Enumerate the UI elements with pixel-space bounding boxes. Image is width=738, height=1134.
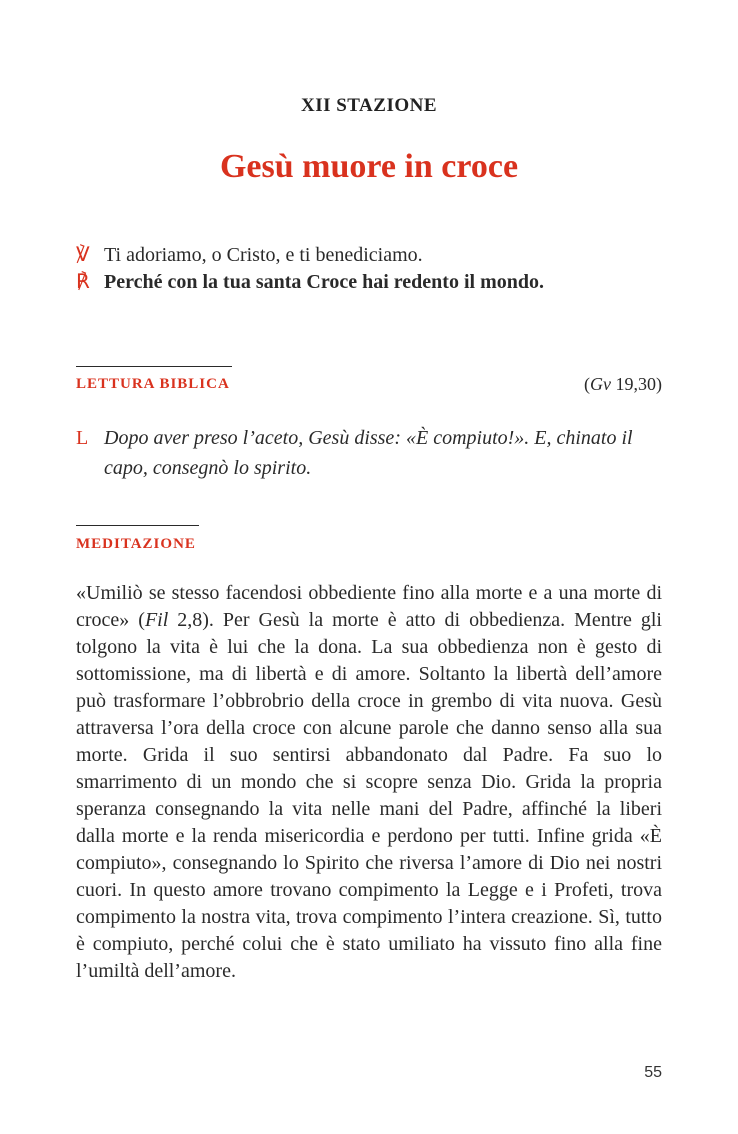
reading-reference-open: (: [584, 374, 590, 394]
meditation-text-before: «Umiliò se stesso facendosi obbediente fino alla morte e a una morte di croce» (: [76, 582, 662, 631]
meditation-divider: [76, 525, 199, 526]
page-number: 55: [644, 1064, 662, 1081]
meditation-text: [76, 580, 662, 985]
response-line: [76, 267, 676, 297]
response-symbol: ℟: [76, 271, 90, 293]
meditation-text-after: 2,8). Per Gesù la morte è atto di obbedienza. Mentre gli tolgono la vita è lui che la dona. La sua obbedienza non è gesto di sottomissione, ma di libertà e di amore. Soltanto la libertà dell’amore può trasformare l’obbrobrio della croce in grembo di vita nuova. Gesù attraversa l’ora della croce con alcune parole che danno senso alla sua morte. Grida il suo sentirsi abbandonato dal Padre. Fa suo lo smarrimento di un mondo che si scopre senza Dio. Grida la propria speranza consegnando la vita nelle mani del Padre, affinché la liberi dalla morte e la renda misericordia e perdono per tutti. Infine grida «È compiuto», consegnando lo Spirito che riversa l’amore di Dio nei nostri cuori. In questo amore trovano compimento la Legge e i Profeti, trova compimento la nostra vita, trova compimento l’intera creazione. Sì, tutto è compiuto, perché colui che è stato umiliato ha vissuto fino alla fine l’umiltà dell’amore.: [76, 609, 662, 982]
reading-symbol: L: [76, 427, 89, 449]
reading-divider: [76, 366, 232, 367]
reading-reference-book: Gv: [590, 374, 611, 394]
reading-reference-rest: 19,30): [611, 374, 662, 394]
reading-passage: [76, 423, 666, 483]
page-title: Gesù muore in croce: [219, 148, 519, 185]
versicle-symbol: ℣: [76, 244, 90, 266]
response-text: Perché con la tua santa Croce hai redento il mondo.: [104, 271, 544, 293]
versicle-text: Ti adoriamo, o Cristo, e ti benediciamo.: [104, 244, 423, 266]
reading-text: Dopo aver preso l’aceto, Gesù disse: «È compiuto!». E, chinato il capo, consegnò lo spirito.: [104, 427, 633, 479]
reading-label: LETTURA BIBLICA: [76, 376, 230, 392]
station-number: XII STAZIONE: [300, 95, 438, 116]
reading-reference: [584, 374, 662, 395]
versicle-line: [76, 240, 676, 270]
meditation-label: MEDITAZIONE: [76, 536, 196, 552]
meditation-ref-book: Fil: [144, 609, 169, 631]
